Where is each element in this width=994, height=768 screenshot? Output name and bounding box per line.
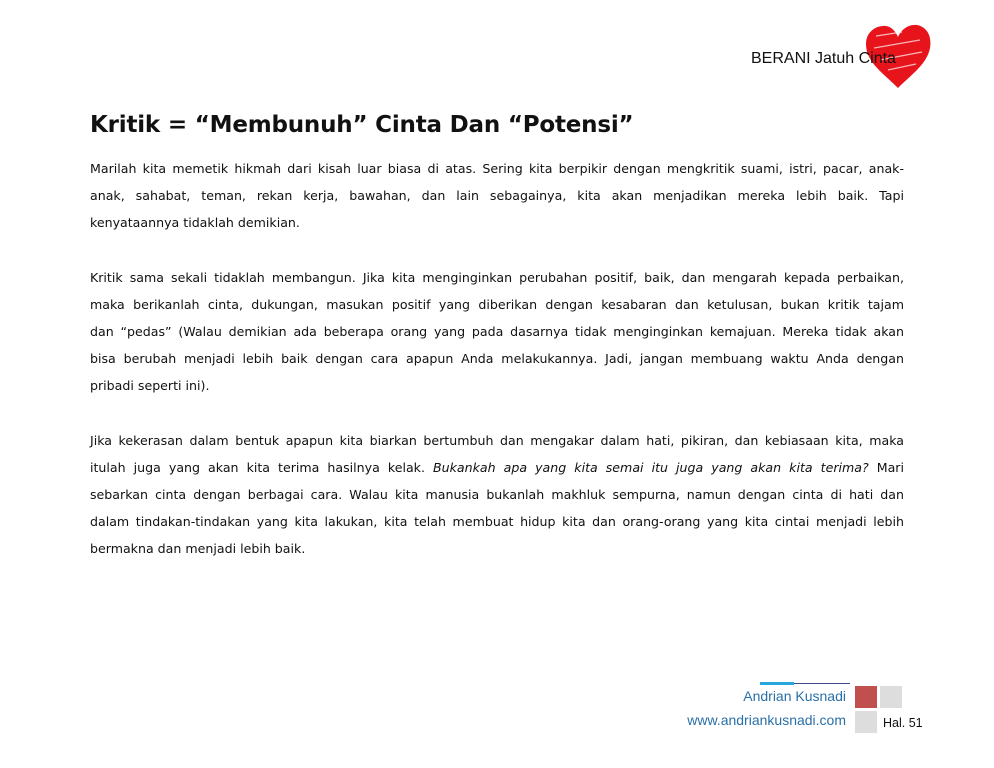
page-number: Hal. 51 bbox=[883, 716, 923, 730]
page-title: Kritik = “Membunuh” Cinta Dan “Potensi” bbox=[90, 112, 634, 138]
author-name: Andrian Kusnadi bbox=[743, 688, 846, 704]
text-line: Kritik sama sekali tidaklah membangun. Jika kita menginginkan perubahan positif, baik, dan mengarah kepada perbaikan, bbox=[90, 269, 904, 285]
text-segment: Mari bbox=[876, 459, 904, 475]
body-text bbox=[90, 155, 904, 589]
text-line: sebarkan cinta dengan berbagai cara. Walau kita manusia bukanlah makhluk sempurna, namun dengan cinta di hati dan bbox=[90, 486, 904, 502]
text-line: pribadi seperti ini). bbox=[90, 378, 210, 394]
paragraph-2 bbox=[90, 264, 904, 400]
text-line: dan “pedas” (Walau demikian ada beberapa orang yang pada dasarnya tidak menginginkan kemajuan. Mereka tidak akan bbox=[90, 323, 904, 339]
decor-square-gray bbox=[855, 711, 877, 733]
website-link[interactable]: www.andriankusnadi.com bbox=[687, 712, 846, 728]
text-line: Marilah kita memetik hikmah dari kisah luar biasa di atas. Sering kita berpikir dengan mengkritik suami, istri, pacar, anak- bbox=[90, 161, 904, 176]
decor-square-red bbox=[855, 686, 877, 708]
decor-square-gray bbox=[880, 686, 902, 708]
text-line: maka berikanlah cinta, dukungan, masukan positif yang diberikan dengan kesabaran dan ketulusan, bukan kritik tajam bbox=[90, 296, 904, 312]
text-line: anak, sahabat, teman, rekan kerja, bawahan, dan lain sebagainya, kita akan menjadikan mereka lebih baik. Tapi bbox=[90, 188, 904, 204]
italic-quote: Bukankah apa yang kita semai itu juga yang akan kita terima? bbox=[433, 459, 869, 475]
text-line: kenyataannya tidaklah demikian. bbox=[90, 215, 300, 231]
text-line: Jika kekerasan dalam bentuk apapun kita biarkan bertumbuh dan mengakar dalam hati, pikiran, dan kebiasaan kita, maka bbox=[90, 432, 904, 448]
text-line: bermakna dan menjadi lebih baik. bbox=[90, 541, 306, 557]
text-line: dalam tindakan-tindakan yang kita lakukan, kita telah membuat hidup kita dan orang-orang yang kita cintai menjadi lebih bbox=[90, 514, 904, 530]
paragraph-1 bbox=[90, 155, 904, 237]
text-line: bisa berubah menjadi lebih baik dengan cara apapun Anda melakukannya. Jadi, jangan membuang waktu Anda dengan bbox=[90, 351, 904, 367]
footer-accent-line bbox=[760, 682, 794, 685]
text-segment: itulah juga yang akan kita terima hasilnya kelak. bbox=[90, 459, 425, 475]
book-title: BERANI Jatuh Cinta bbox=[751, 50, 896, 67]
paragraph-3 bbox=[90, 427, 904, 563]
text-line bbox=[90, 454, 904, 481]
footer-divider bbox=[794, 683, 850, 684]
